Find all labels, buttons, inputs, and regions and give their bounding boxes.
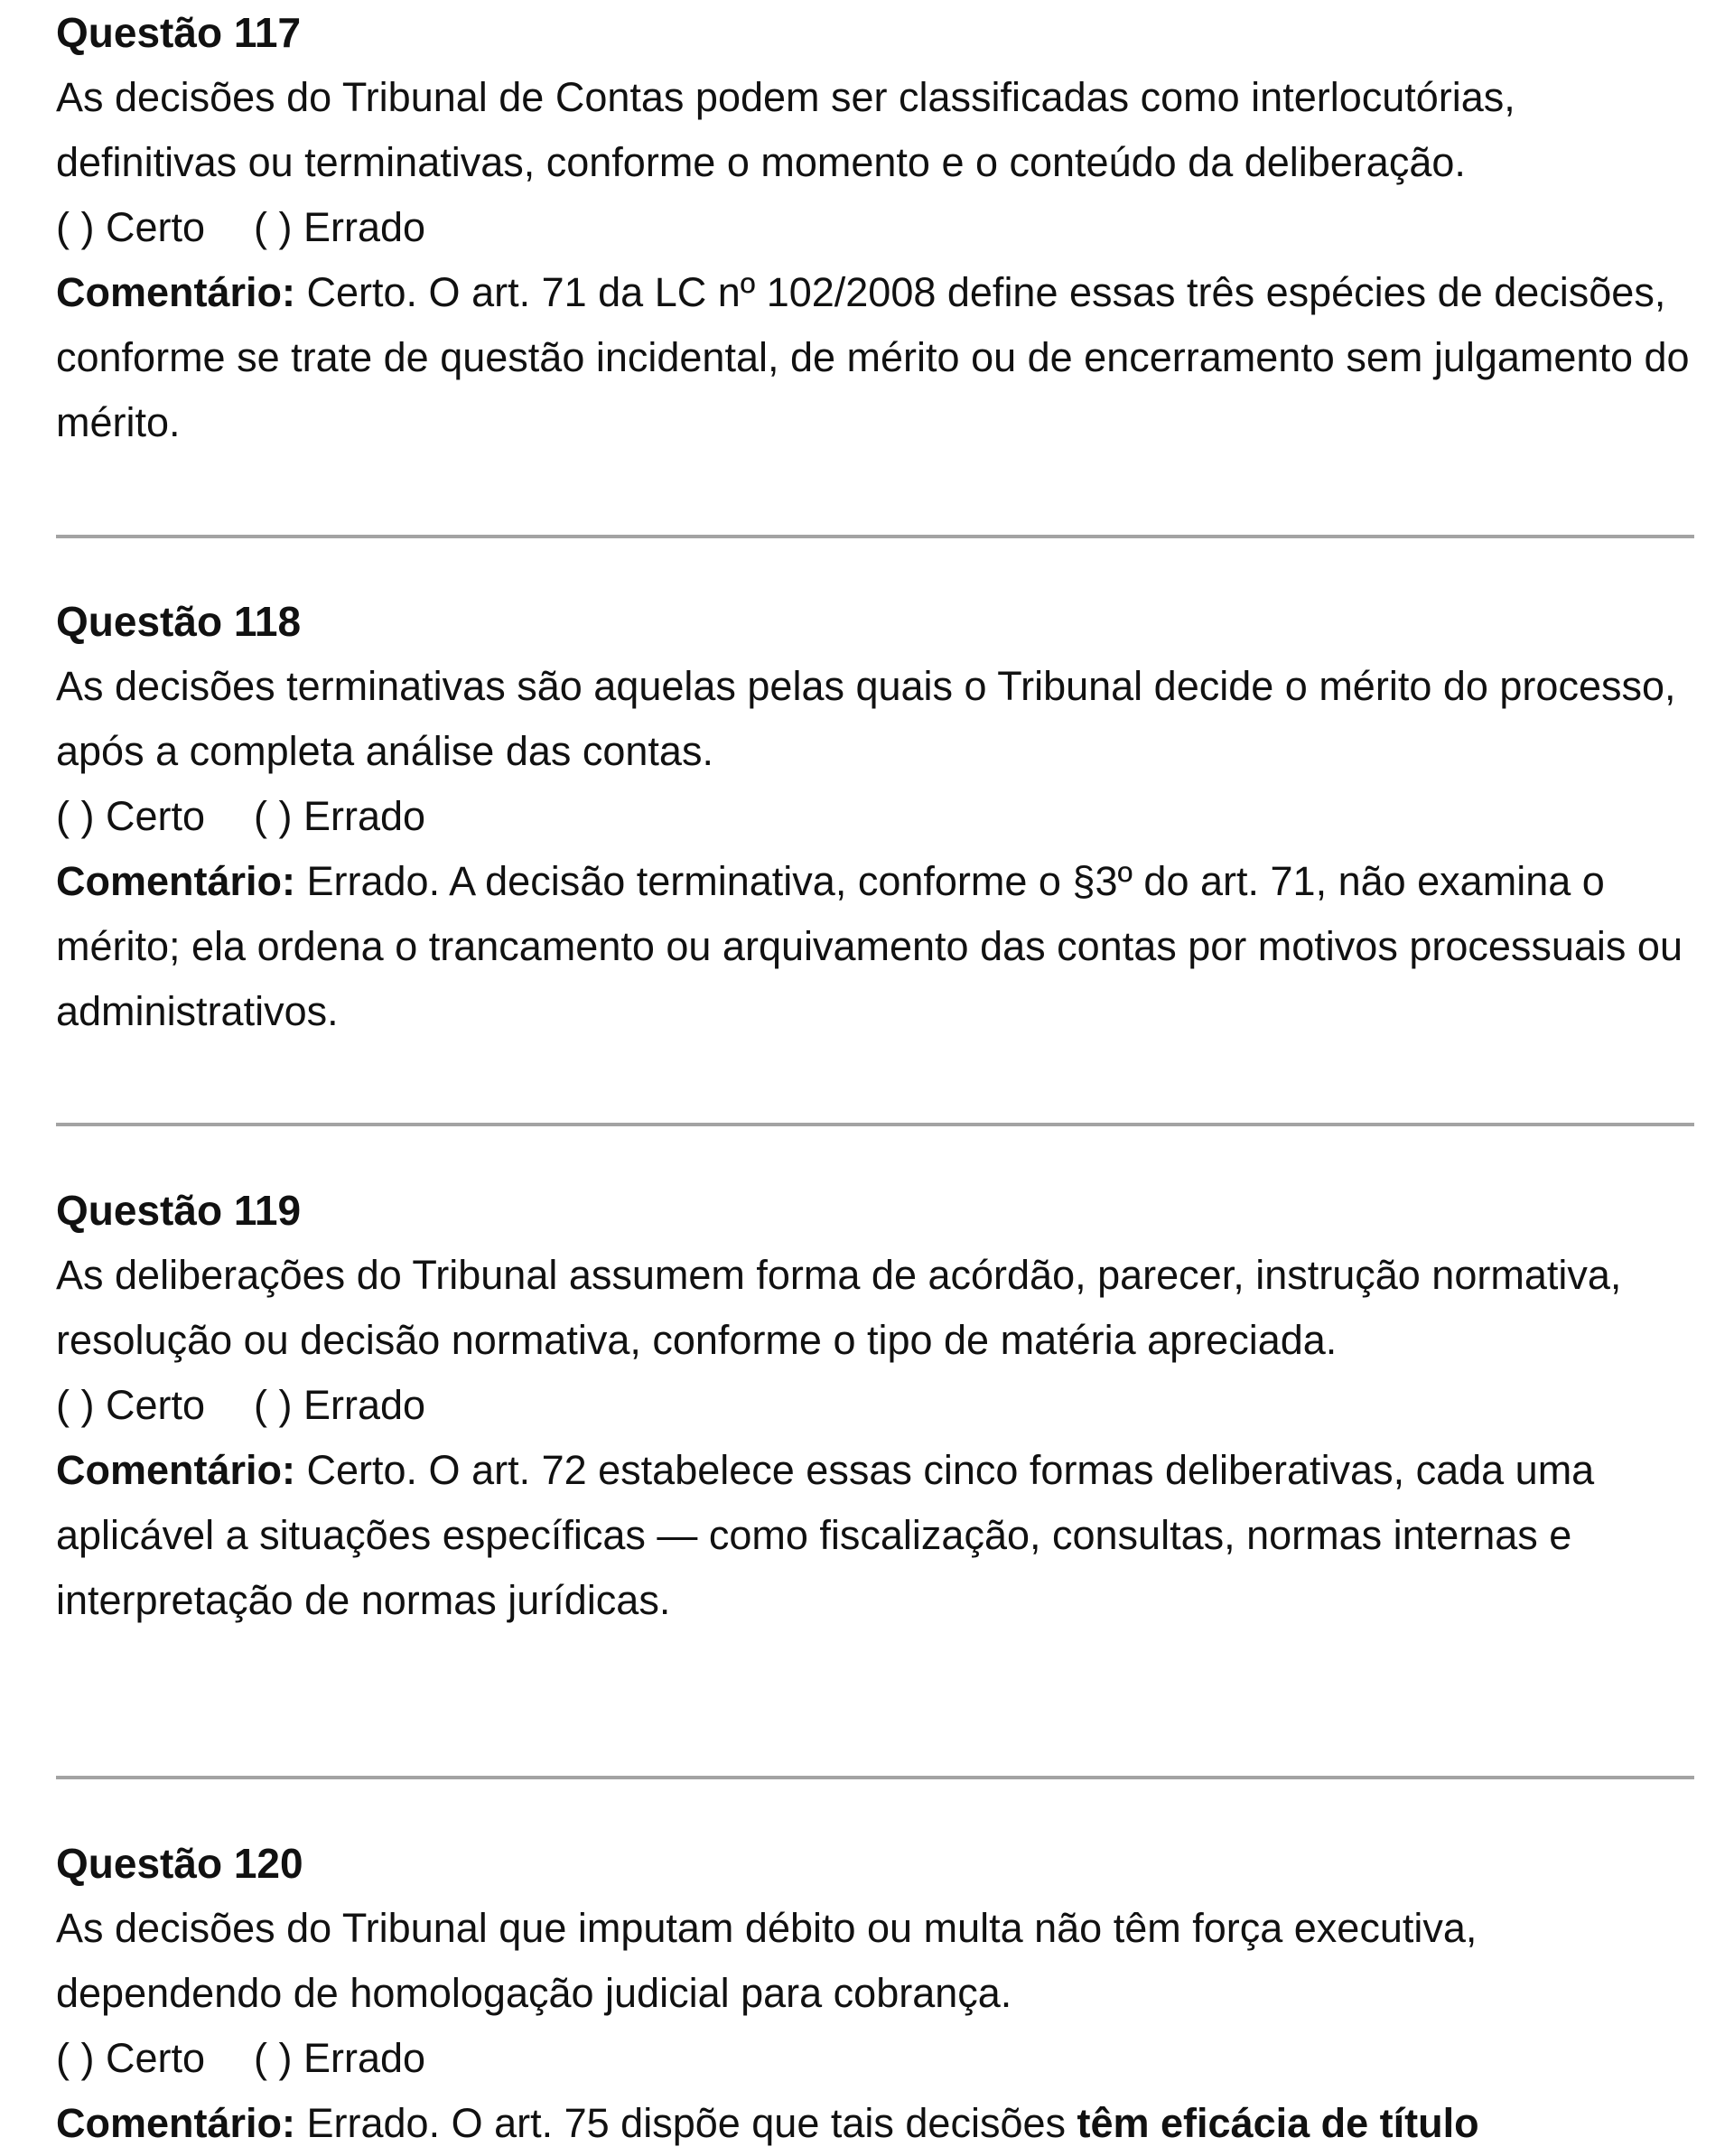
- comment-text: Certo. O art. 72 estabelece essas cinco formas deliberativas, cada uma aplicável a situações específicas — como fiscalização, consultas, normas internas e interpretação de normas jurídicas.: [56, 1447, 1595, 1623]
- question-comment: [56, 2091, 1694, 2156]
- option-certo[interactable]: ( ) Certo: [56, 793, 206, 839]
- answer-options: [56, 195, 1694, 260]
- comment-label: Comentário:: [56, 2100, 296, 2146]
- question-title: Questão 119: [56, 1187, 302, 1234]
- question-statement: As decisões do Tribunal de Contas podem ser classificadas como interlocutórias, definitivas ou terminativas, conforme o momento e o conteúdo da deliberação.: [56, 74, 1515, 185]
- comment-text: Certo. O art. 71 da LC nº 102/2008 define essas três espécies de decisões, conforme se trate de questão incidental, de mérito ou de encerramento sem julgamento do mérito.: [56, 269, 1690, 445]
- option-certo[interactable]: ( ) Certo: [56, 204, 206, 250]
- question-title: Questão 117: [56, 9, 302, 56]
- question-118: [56, 589, 1694, 1044]
- option-errado[interactable]: ( ) Errado: [254, 1382, 426, 1428]
- answer-options: [56, 784, 1694, 849]
- comment-text: Errado. O art. 75 dispõe que tais decisões: [295, 2100, 1077, 2146]
- comment-label: Comentário:: [56, 269, 296, 315]
- question-statement: As decisões do Tribunal que imputam débito ou multa não têm força executiva, dependendo de homologação judicial para cobrança.: [56, 1905, 1478, 2016]
- question-120: [56, 1831, 1694, 2156]
- comment-emphasis: têm eficácia de título: [1077, 2100, 1479, 2146]
- option-certo[interactable]: ( ) Certo: [56, 1382, 206, 1428]
- section-divider: [56, 1776, 1694, 1779]
- comment-label: Comentário:: [56, 858, 296, 904]
- option-errado[interactable]: ( ) Errado: [254, 2035, 426, 2081]
- comment-text: Errado. A decisão terminativa, conforme o §3º do art. 71, não examina o mérito; ela ordena o trancamento ou arquivamento das contas por motivos processuais ou administrativos.: [56, 858, 1683, 1034]
- question-119: [56, 1178, 1694, 1633]
- option-errado[interactable]: ( ) Errado: [254, 204, 426, 250]
- question-comment: [56, 260, 1694, 455]
- answer-options: [56, 2026, 1694, 2091]
- question-117: [56, 0, 1694, 455]
- option-errado[interactable]: ( ) Errado: [254, 793, 426, 839]
- question-statement: As deliberações do Tribunal assumem forma de acórdão, parecer, instrução normativa, resolução ou decisão normativa, conforme o tipo de matéria apreciada.: [56, 1252, 1622, 1363]
- section-divider: [56, 535, 1694, 538]
- comment-label: Comentário:: [56, 1447, 296, 1493]
- question-title: Questão 118: [56, 598, 302, 645]
- question-comment: [56, 849, 1694, 1044]
- section-divider: [56, 1123, 1694, 1126]
- question-comment: [56, 1438, 1694, 1633]
- question-statement: As decisões terminativas são aquelas pelas quais o Tribunal decide o mérito do processo, após a completa análise das contas.: [56, 663, 1676, 774]
- question-title: Questão 120: [56, 1840, 303, 1887]
- option-certo[interactable]: ( ) Certo: [56, 2035, 206, 2081]
- answer-options: [56, 1373, 1694, 1438]
